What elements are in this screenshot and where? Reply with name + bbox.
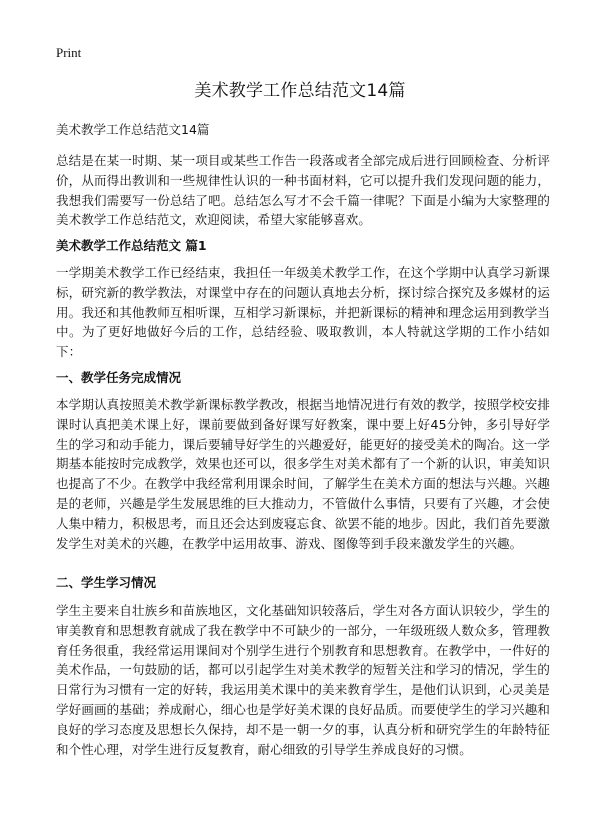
article-heading: 美术教学工作总结范文 篇1	[56, 238, 207, 253]
section-body-student-learning: 学生主要来自壮族乡和苗族地区，文化基础知识较落后，学生对各方面认识较少，学生的审美教育和思想教育就成了我在教学中不可缺少的一部分，一年级班级人数众多，管理教育任务很重，我经常运用课间对个别学生进行个别教育和思想教育。在教学中，一件好的美术作品，一句鼓励的话，都可以引起学生对美术教学的短暂关注和学习的情况，学生的日常行为习惯有一定的好转，我运用美术课中的美来教育学生，是他们认识到，心灵美是学好画画的基础；养成耐心，细心也是学好美术课的良好品质。而要使学生的学习兴趣和良好的学习态度及思想长久保持，却不是一朝一夕的事，认真分析和研究学生的年龄特征和个性心理，对学生进行反复教育，耐心细致的引导学生养成良好的习惯。	[56, 603, 550, 757]
intro-paragraph: 总结是在某一时期、某一项目或某些工作告一段落或者全部完成后进行回顾检查、分析评价，从而得出教训和一些规律性认识的一种书面材料，它可以提升我们发现问题的能力，我想我们需要写一份总结了吧。总结怎么写才不会千篇一律呢？下面是小编为大家整理的美术教学工作总结范文，欢迎阅读，希望大家能够喜欢。	[56, 153, 550, 228]
section-body-teaching-tasks: 本学期认真按照美术教学新课标教学教改，根据当地情况进行有效的教学，按照学校安排课时认真把美术课上好，课前要做到备好课写好教案，课中要上好45分钟，多引导好学生的学习和动手能力，课后要辅导好学生的兴趣爱好，能更好的接受美术的陶冶。这一学期基本能按时完成教学，效果也还可以，很多学生对美术都有了一个新的认识，审美知识也提高了不少。在教学中我经常利用课余时间，了解学生在美术方面的想法与兴趣。兴趣是的老师，兴趣是学生发展思维的巨大推动力，不管做什么事情，只要有了兴趣，才会使人集中精力，积极思考，而且还会达到废寝忘食、欲罢不能的地步。因此，我们首先要激发学生对美术的兴趣，在教学中运用故事、游戏、图像等到手段来激发学生的兴趣。	[56, 397, 550, 551]
article-opening-paragraph: 一学期美术教学工作已经结束，我担任一年级美术教学工作，在这个学期中认真学习新课标，研究新的教学教法，对课堂中存在的问题认真地去分析，探讨综合探究及多媒材的运用。我还和其他教师互相听课，互相学习新课标，并把新课标的精神和理念运用到教学当中。为了更好地做好今后的工作，总结经验、吸取教训，本人特就这学期的工作小结如下：	[56, 265, 550, 360]
section-heading-teaching-tasks: 一、教学任务完成情况	[56, 370, 182, 385]
print-link[interactable]: Print	[56, 45, 82, 60]
section-heading-student-learning: 二、学生学习情况	[56, 575, 157, 590]
document-subtitle: 美术教学工作总结范文14篇	[56, 122, 210, 137]
page-title: 美术教学工作总结范文14篇	[194, 81, 406, 101]
